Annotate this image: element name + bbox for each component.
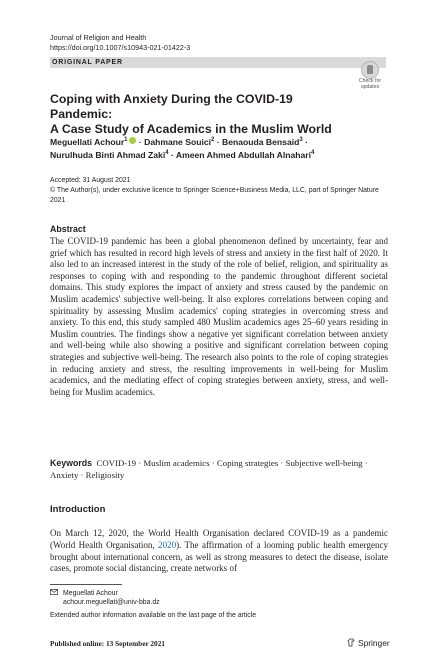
corresponding-author-name: Meguellati Achour xyxy=(63,590,118,597)
published-date: Published online: 13 September 2021 xyxy=(50,639,166,648)
citation-link[interactable]: 2020 xyxy=(158,539,177,550)
author-name[interactable]: Benaouda Bensaid xyxy=(222,137,300,147)
springer-horse-icon xyxy=(347,638,355,647)
orcid-icon[interactable] xyxy=(129,137,136,144)
keywords-list: COVID-19 · Muslim academics · Coping strategies · Subjective well-being · Anxiety · Religiosity xyxy=(50,458,368,480)
author-name[interactable]: Nurulhuda Binti Ahmad Zaki xyxy=(50,150,166,160)
envelope-icon xyxy=(50,589,58,598)
copyright-notice: © The Author(s), under exclusive licence to Springer Science+Business Media, LLC, part of Springer Nature 2021 xyxy=(50,187,379,204)
article-dates xyxy=(50,176,390,206)
journal-doi-link[interactable]: https://doi.org/10.1007/s10943-021-01422-3 xyxy=(50,43,191,52)
keywords-label: Keywords xyxy=(50,458,93,468)
author-name[interactable]: Ameen Ahmed Abdullah Alnahari xyxy=(175,150,312,160)
author-name[interactable]: Dahmane Souici xyxy=(144,137,212,147)
abstract-heading: Abstract xyxy=(50,224,86,234)
article-title: Coping with Anxiety During the COVID-19 Pandemic: A Case Study of Academics in the Muslim World xyxy=(50,92,332,136)
keywords xyxy=(50,458,386,481)
introduction-heading: Introduction xyxy=(50,504,106,515)
introduction-text: On March 12, 2020, the World Health Organisation declared COVID-19 as a pandemic (World Health Organisation, 2020). The affirmation of a looming public health emergency brought about international concern, as well as strong measures to detect the disease, isolate cases, promote social distancing, create networks of xyxy=(50,528,388,574)
author-email-link[interactable]: achour.meguellati@univ-bba.dz xyxy=(63,599,160,606)
check-for-updates-icon xyxy=(361,61,379,79)
article-type-banner: ORIGINAL PAPER xyxy=(50,57,386,68)
publisher-name: Springer xyxy=(358,638,390,648)
check-for-updates-badge[interactable]: Check for updates xyxy=(357,61,383,93)
author-list: Meguellati Achour$^1$ · Dahmane Souici$^2$ · Benaouda Bensaid$^3$ · Nurulhuda Binti Ahmad Zaki$^4$ · Ameen Ahmed Abdullah Alnahari$^4$ xyxy=(50,137,315,160)
corresponding-author xyxy=(50,589,160,607)
journal-name: Journal of Religion and Health xyxy=(50,33,147,42)
publisher-logo xyxy=(347,638,390,648)
accepted-date: Accepted: 31 August 2021 xyxy=(50,177,131,184)
author-name[interactable]: Meguellati Achour xyxy=(50,137,125,147)
journal-header xyxy=(50,33,190,53)
extended-author-info: Extended author information available on the last page of the article xyxy=(50,612,257,619)
abstract-text: The COVID-19 pandemic has been a global phenomenon defined by uncertainty, fear and grief which has resulted in record high levels of stress and anxiety in the first half of 2020. It also led to an increased interest in the study of the role of belief, religion, and spirituality as responses to coping with and responding to the pandemic throughout different societal domains. This study explores the impact of anxiety and stress caused by the pandemic on Muslim academics' subjective well-being. It also explores correlations between coping and spirituality by assessing Muslim academics' coping strategies in overcoming stress and anxiety. To this end, this study sampled 480 Muslim academics ages 25–60 years residing in Muslim countries. The findings show a negative yet significant correlation between anxiety and well-being while also showing a positive and significant correlation between coping strategies and subjective well-being. The research also points to the role of coping strategies in reducing anxiety and stress, the resulting improvements in well-being for Muslim academics, and the mediating effect of coping strategies between anxiety, stress, and well-being for Muslim academics. xyxy=(50,236,388,397)
footnote-divider xyxy=(50,584,122,585)
